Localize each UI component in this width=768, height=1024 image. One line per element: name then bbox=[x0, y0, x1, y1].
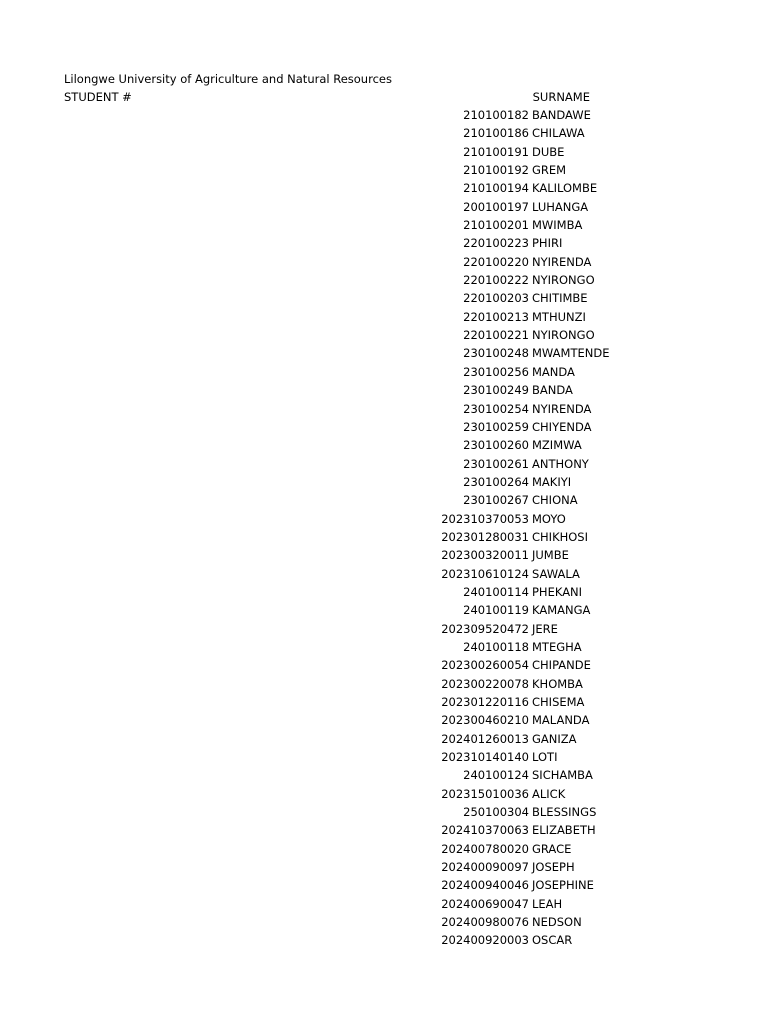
student-number-cell: 240100119 bbox=[463, 603, 529, 618]
student-number-cell: 230100248 bbox=[463, 346, 529, 361]
table-row bbox=[0, 216, 768, 234]
table-row bbox=[0, 161, 768, 179]
surname-cell: LEAH bbox=[532, 896, 563, 911]
surname-cell: CHIKHOSI bbox=[532, 529, 589, 544]
student-number-cell: 230100256 bbox=[463, 364, 529, 379]
student-number-cell: 202400690047 bbox=[441, 896, 529, 911]
table-row bbox=[0, 418, 768, 436]
surname-cell: MTEGHA bbox=[532, 639, 582, 654]
student-number-cell: 202300460210 bbox=[441, 713, 529, 728]
table-row bbox=[0, 601, 768, 619]
table-row bbox=[0, 711, 768, 729]
student-number-cell: 210100182 bbox=[463, 108, 529, 122]
surname-cell: PHEKANI bbox=[532, 584, 583, 599]
student-number-cell: 230100259 bbox=[463, 419, 529, 434]
table-row bbox=[0, 748, 768, 766]
student-number-cell: 202310370053 bbox=[441, 511, 529, 526]
table-row bbox=[0, 326, 768, 344]
surname-cell: JOSEPH bbox=[532, 860, 575, 875]
student-number-cell: 202300220078 bbox=[441, 676, 529, 691]
table-row bbox=[0, 363, 768, 381]
student-number-cell: 240100114 bbox=[463, 584, 529, 599]
surname-cell: SICHAMBA bbox=[532, 768, 593, 783]
table-row bbox=[0, 455, 768, 473]
student-number-cell: 230100261 bbox=[463, 456, 529, 471]
student-number-cell: 202401260013 bbox=[441, 731, 529, 746]
surname-cell: KALILOMBE bbox=[532, 181, 598, 196]
student-number-cell: 210100191 bbox=[463, 144, 529, 159]
surname-cell: NEDSON bbox=[532, 915, 582, 930]
table-row bbox=[0, 620, 768, 638]
student-number-header: STUDENT # bbox=[64, 90, 132, 104]
surname-cell: KAMANGA bbox=[532, 603, 591, 618]
student-number-cell: 220100221 bbox=[463, 328, 529, 343]
surname-cell: MALANDA bbox=[532, 713, 590, 728]
table-row bbox=[0, 106, 768, 124]
surname-cell: NYIRENDA bbox=[532, 401, 592, 416]
student-number-cell: 200100197 bbox=[463, 199, 529, 214]
student-number-cell: 250100304 bbox=[463, 805, 529, 820]
surname-cell: NYIRENDA bbox=[532, 254, 592, 269]
surname-cell: CHILAWA bbox=[532, 126, 585, 141]
table-row bbox=[0, 308, 768, 326]
table-row bbox=[0, 381, 768, 399]
student-number-cell: 202400780020 bbox=[441, 841, 529, 856]
table-row bbox=[0, 638, 768, 656]
table-row bbox=[0, 803, 768, 821]
table-row bbox=[0, 693, 768, 711]
surname-cell: BANDAWE bbox=[532, 108, 591, 122]
student-number-cell: 202300320011 bbox=[441, 548, 529, 563]
surname-cell: ELIZABETH bbox=[532, 823, 596, 838]
table-row bbox=[0, 931, 768, 949]
table-row bbox=[0, 271, 768, 289]
student-number-cell: 202400980076 bbox=[441, 915, 529, 930]
surname-cell: JOSEPHINE bbox=[532, 878, 594, 893]
surname-cell: CHIONA bbox=[532, 493, 578, 508]
table-row bbox=[0, 473, 768, 491]
student-number-cell: 230100264 bbox=[463, 474, 529, 489]
student-number-cell: 210100186 bbox=[463, 126, 529, 141]
student-number-cell: 210100201 bbox=[463, 218, 529, 233]
student-number-cell: 202400940046 bbox=[441, 878, 529, 893]
table-row bbox=[0, 913, 768, 931]
surname-cell: SAWALA bbox=[532, 566, 580, 581]
surname-cell: CHIPANDE bbox=[532, 658, 591, 673]
surname-cell: NYIRONGO bbox=[532, 328, 595, 343]
surname-cell: DUBE bbox=[532, 144, 565, 159]
student-number-cell: 210100192 bbox=[463, 163, 529, 178]
student-number-cell: 230100254 bbox=[463, 401, 529, 416]
surname-cell: MWAMTENDE bbox=[532, 346, 610, 361]
student-number-cell: 220100220 bbox=[463, 254, 529, 269]
student-number-cell: 220100222 bbox=[463, 273, 529, 288]
surname-header: SURNAME bbox=[532, 90, 590, 104]
student-number-cell: 230100249 bbox=[463, 383, 529, 398]
student-number-cell: 220100213 bbox=[463, 309, 529, 324]
student-number-cell: 230100267 bbox=[463, 493, 529, 508]
surname-cell: KHOMBA bbox=[532, 676, 583, 691]
surname-cell: GREM bbox=[532, 163, 567, 178]
student-number-cell: 210100194 bbox=[463, 181, 529, 196]
table-row bbox=[0, 656, 768, 674]
student-number-cell: 202410370063 bbox=[441, 823, 529, 838]
surname-cell: GRACE bbox=[532, 841, 572, 856]
surname-cell: CHITIMBE bbox=[532, 291, 588, 306]
table-row bbox=[0, 253, 768, 271]
table-row bbox=[0, 289, 768, 307]
table-row bbox=[0, 583, 768, 601]
institution-name: Lilongwe University of Agriculture and Natural Resources bbox=[64, 72, 392, 86]
student-number-cell: 202310140140 bbox=[441, 750, 529, 765]
surname-cell: JERE bbox=[532, 621, 558, 636]
table-row bbox=[0, 528, 768, 546]
table-row bbox=[0, 840, 768, 858]
surname-cell: MAKIYI bbox=[532, 474, 572, 489]
table-row bbox=[0, 124, 768, 142]
table-row bbox=[0, 234, 768, 252]
table-header bbox=[64, 88, 768, 106]
table-row bbox=[0, 785, 768, 803]
table-row bbox=[0, 876, 768, 894]
table-row bbox=[0, 895, 768, 913]
table-row bbox=[0, 400, 768, 418]
table-row bbox=[0, 821, 768, 839]
student-number-cell: 240100118 bbox=[463, 639, 529, 654]
student-number-cell: 202315010036 bbox=[441, 786, 529, 801]
surname-cell: ALICK bbox=[532, 786, 566, 801]
table-row bbox=[0, 858, 768, 876]
student-number-cell: 202309520472 bbox=[441, 621, 529, 636]
student-number-cell: 202301280031 bbox=[441, 529, 529, 544]
table-row bbox=[0, 436, 768, 454]
student-number-cell: 220100223 bbox=[463, 236, 529, 251]
surname-cell: PHIRI bbox=[532, 236, 563, 251]
table-row bbox=[0, 565, 768, 583]
student-number-cell: 230100260 bbox=[463, 438, 529, 453]
student-number-cell: 220100203 bbox=[463, 291, 529, 306]
student-number-cell: 202301220116 bbox=[441, 695, 529, 709]
student-number-cell: 202400920003 bbox=[441, 933, 529, 948]
table-row bbox=[0, 344, 768, 362]
surname-cell: LUHANGA bbox=[532, 199, 589, 214]
table-row bbox=[0, 766, 768, 784]
student-list bbox=[0, 106, 768, 950]
surname-cell: CHISEMA bbox=[532, 695, 585, 709]
surname-cell: BANDA bbox=[532, 383, 573, 398]
student-number-cell: 202310610124 bbox=[441, 566, 529, 581]
surname-cell: GANIZA bbox=[532, 731, 577, 746]
surname-cell: ANTHONY bbox=[532, 456, 589, 471]
surname-cell: CHIYENDA bbox=[532, 419, 592, 434]
surname-cell: BLESSINGS bbox=[532, 805, 597, 820]
table-row bbox=[0, 730, 768, 748]
student-number-cell: 202300260054 bbox=[441, 658, 529, 673]
table-row bbox=[0, 491, 768, 509]
table-row bbox=[0, 546, 768, 564]
surname-cell: MANDA bbox=[532, 364, 575, 379]
table-row bbox=[0, 510, 768, 528]
surname-cell: NYIRONGO bbox=[532, 273, 595, 288]
table-row bbox=[0, 675, 768, 693]
surname-cell: OSCAR bbox=[532, 933, 573, 948]
surname-cell: JUMBE bbox=[532, 548, 569, 563]
surname-cell: MOYO bbox=[532, 511, 566, 526]
table-row bbox=[0, 179, 768, 197]
surname-cell: LOTI bbox=[532, 750, 558, 765]
surname-cell: MZIMWA bbox=[532, 438, 582, 453]
surname-cell: MTHUNZI bbox=[532, 309, 586, 324]
table-row bbox=[0, 198, 768, 216]
student-number-cell: 202400090097 bbox=[441, 860, 529, 875]
student-number-cell: 240100124 bbox=[463, 768, 529, 783]
surname-cell: MWIMBA bbox=[532, 218, 583, 233]
table-row bbox=[0, 143, 768, 161]
